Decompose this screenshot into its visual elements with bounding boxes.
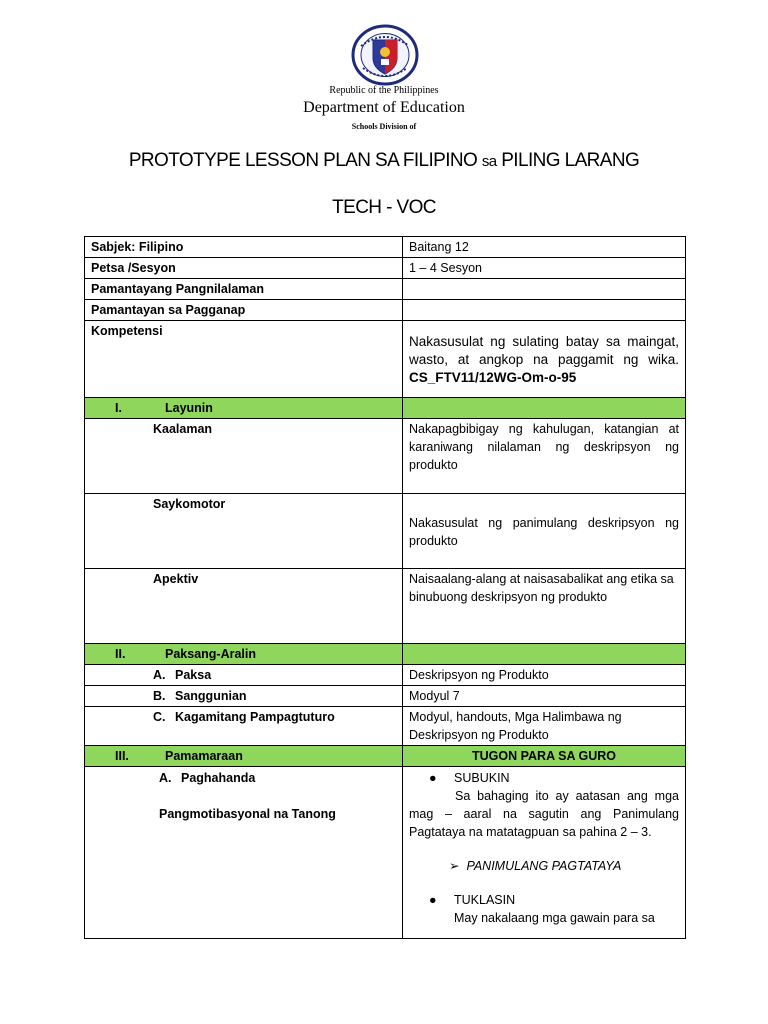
section-paksang-aralin	[85, 644, 686, 665]
title-part-b: sa	[481, 153, 497, 170]
pamantayan-pagganap-value	[403, 300, 686, 321]
row-paghahanda	[85, 767, 686, 939]
section-title: Paksang-Aralin	[165, 647, 257, 661]
section-number: I.	[115, 401, 122, 415]
pamantayan-pagganap-label: Pamantayan sa Pagganap	[85, 300, 403, 321]
pangmotibasyonal-label: Pangmotibasyonal na Tanong	[159, 807, 336, 821]
baitang-value: Baitang 12	[403, 237, 686, 258]
subukin-text: Sa bahaging ito ay aatasan ang mga mag – aaral na sagutin ang Panimulang Pagtataya na matatagpuan sa pahina 2 – 3.	[409, 789, 679, 839]
paghahanda-label: Paghahanda	[181, 771, 256, 785]
pamantayan-nilalaman-value	[403, 279, 686, 300]
sesyon-value: 1 – 4 Sesyon	[403, 258, 686, 279]
row-petsa	[85, 258, 686, 279]
panimulang-pagtataya-label: PANIMULANG PAGTATAYA	[466, 859, 622, 873]
kagamitan-value: Modyul, handouts, Mga Halimbawa ng Deskripsyon ng Produkto	[403, 707, 686, 746]
row-kompetensi	[85, 321, 686, 398]
republic-line: Republic of the Philippines	[329, 85, 439, 96]
row-kaalaman	[85, 419, 686, 494]
item-letter: B.	[153, 689, 166, 703]
document-title	[0, 150, 768, 172]
row-sabjek	[85, 237, 686, 258]
petsa-label: Petsa /Sesyon	[85, 258, 403, 279]
bullet-icon: ●	[429, 893, 437, 907]
tuklasin-heading: TUKLASIN	[454, 893, 516, 907]
row-paksa	[85, 665, 686, 686]
apektiv-label: Apektiv	[85, 569, 403, 644]
section-layunin	[85, 398, 686, 419]
sanggunian-value: Modyul 7	[403, 686, 686, 707]
tugon-header: TUGON PARA SA GURO	[403, 746, 686, 767]
item-letter: C.	[153, 710, 166, 724]
kagamitan-label: Kagamitang Pampagtuturo	[175, 710, 335, 724]
row-sanggunian	[85, 686, 686, 707]
paksa-label: Paksa	[175, 668, 212, 682]
kompetensi-label: Kompetensi	[85, 321, 403, 398]
item-letter: A.	[153, 668, 166, 682]
section-number: III.	[115, 749, 129, 763]
deped-seal-icon	[351, 24, 419, 86]
title-part-a: PROTOTYPE LESSON PLAN SA FILIPINO	[128, 150, 482, 171]
kompetensi-text: Nakasusulat ng sulating batay sa maingat, wasto, at angkop na paggamit ng wika.	[409, 334, 679, 367]
lesson-plan-table	[84, 236, 686, 939]
sanggunian-label: Sanggunian	[175, 689, 247, 703]
sabjek-label: Sabjek: Filipino	[85, 237, 403, 258]
saykomotor-value: Nakasusulat ng panimulang deskripsyon ng produkto	[403, 494, 686, 569]
kompetensi-code: CS_FTV11/12WG-Om-o-95	[409, 370, 577, 385]
arrow-icon: ➢	[449, 859, 460, 873]
title-part-c: PILING LARANG	[496, 150, 640, 171]
row-kagamitan	[85, 707, 686, 746]
apektiv-value: Naisaalang-alang at naisasabalikat ang etika sa binubuong deskripsyon ng produkto	[403, 569, 686, 644]
bullet-icon: ●	[429, 771, 437, 785]
document-subtitle: TECH - VOC	[332, 197, 436, 218]
row-apektiv	[85, 569, 686, 644]
row-pamantayan-nilalaman	[85, 279, 686, 300]
section-pamamaraan	[85, 746, 686, 767]
row-pamantayan-pagganap	[85, 300, 686, 321]
kompetensi-value	[403, 321, 686, 398]
division-line: Schools Division of	[351, 122, 417, 131]
saykomotor-label: Saykomotor	[85, 494, 403, 569]
section-title: Layunin	[165, 401, 213, 415]
paksa-value: Deskripsyon ng Produkto	[403, 665, 686, 686]
tuklasin-text: May nakalaang mga gawain para sa	[454, 911, 655, 925]
pamantayan-nilalaman-label: Pamantayang Pangnilalaman	[85, 279, 403, 300]
item-letter: A.	[159, 771, 172, 785]
kaalaman-value: Nakapagbibigay ng kahulugan, katangian at karaniwang nilalaman ng deskripsyon ng produkto	[403, 419, 686, 494]
row-saykomotor	[85, 494, 686, 569]
subukin-heading: SUBUKIN	[454, 771, 510, 785]
kaalaman-label: Kaalaman	[85, 419, 403, 494]
section-title: Pamamaraan	[165, 749, 243, 763]
tugon-content	[403, 767, 686, 939]
section-number: II.	[115, 647, 126, 661]
department-line: Department of Education	[303, 99, 465, 116]
